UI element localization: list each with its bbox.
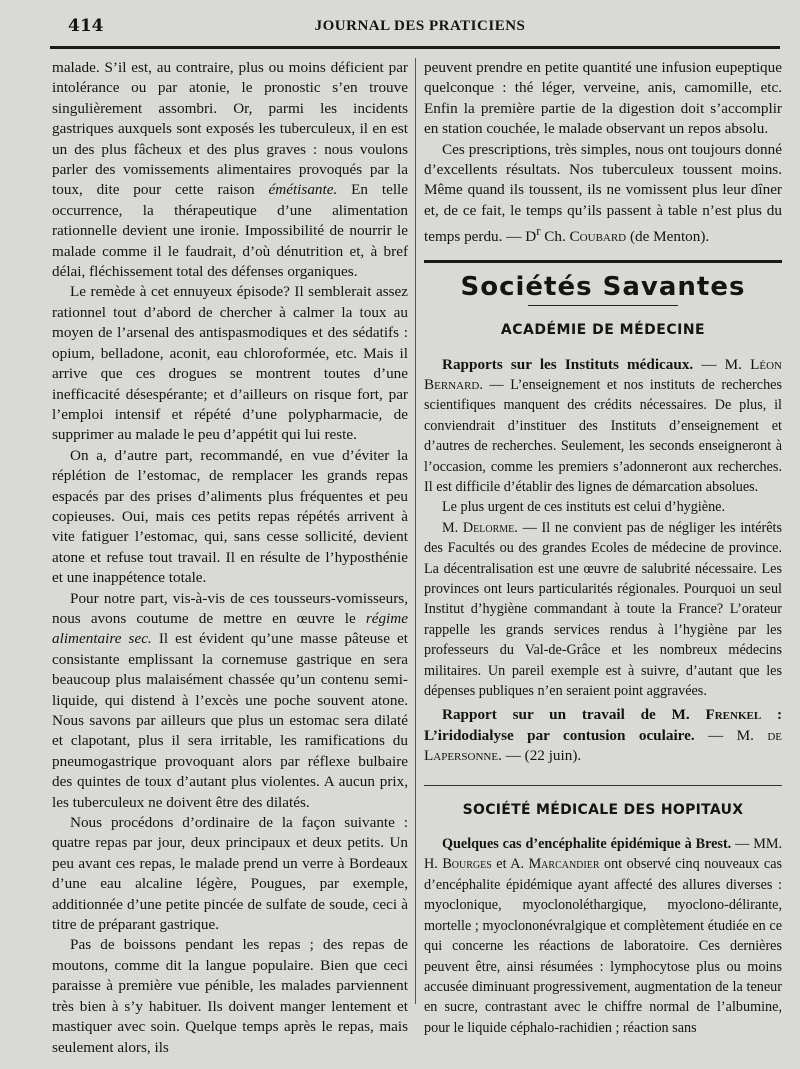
- paragraph: peuvent prendre en petite quantité une infusion eupeptique quelconque : thé léger, verveine, anis, camomille, etc. Enfin la première partie de la digestion doit s’accomplir en station couchée, le malade observant un repos absolu.: [424, 59, 782, 138]
- column-divider: [415, 58, 416, 1004]
- paragraph: Nous procédons d’ordinaire de la façon suivante : quatre repas par jour, deux principaux et deux petits. Un peu avant ces repas, le malade prend un verre à Bordeaux d’une eau alcaline légère, Pougues, par exemple, additionnée d’une petite pincée de sulfate de soude, ceci à titre de préparant gastrique.: [52, 814, 408, 934]
- academie-heading: ACADÉMIE DE MÉDECINE: [500, 322, 706, 339]
- paragraph: Ces prescriptions, très simples, nous ont toujours donné d’excellents résultats. Nos tuberculeux toussent moins. Même quand ils toussent, ils ne vomissent plus leur dîner et, de ce fait, le temps qu’ils passent à table n’est plus du temps perdu. — $D^r$ Ch. Coubard (de Menton).: [424, 140, 782, 246]
- title-underline: [528, 305, 678, 306]
- paragraph: Pour notre part, vis-à-vis de ces tousseurs-vomisseurs, nous avons coutume de mettre en œuvre le régime alimentaire sec. Il est évident qu’une masse pâteuse et consistante emplissant la cornemuse gastrique en sera beaucoup plus malaisément chassée qu’un contenu semi-liquide, qui distend à l’excès une poche souvent atone. Nous savons par ailleurs que plus un estomac sera dilaté et clapotant, plus il sera irritable, les ramifications du pneumogastrique provoquant alors par réflexe bulbaire des quintes de toux d’autant plus violentes. A aucun prix, les tuberculeux ne doivent être des dilatés.: [52, 589, 408, 811]
- running-header: [60, 16, 780, 42]
- page-number: 414: [68, 16, 104, 36]
- societe-heading: SOCIÉTÉ MÉDICALE DES HOPITAUX: [462, 801, 744, 818]
- section-title: Sociétés Savantes: [460, 271, 746, 302]
- left-column: [52, 58, 408, 1058]
- encephalite-item: Quelques cas d’encéphalite épidémique à Brest. — MM. H. Bourges et A. Marcandier ont observé cinq nouveaux cas d’encéphalite épidémique ayant affecté des allures diverses : myoclonique, myoclonoléthargique, myoclono-délirante, mortelle ; myoclononévralgique et complètement étudiée en ce qui concerne les réactions de laboratoire. Ces dernières peuvent être, ainsi résumées : lymphocytose plus ou moins accusée diminuant progressivement, augmentation de la teneur en sucre, contrastant avec le chiffre normal de l’albumine, pour le liquide céphalo-rachidien ; réaction sans: [424, 836, 783, 1036]
- frenkel-item: Rapport sur un travail de M. Frenkel : L’iridodialyse par contusion oculaire. — M. de Lapersonne. — (22 juin).: [424, 706, 783, 765]
- paragraph: Pas de boissons pendant les repas ; des repas de moutons, comme dit la langue populaire. Bien que ceci paraisse à première vue pénible, les malades parviennent très bien à s’y habituer. Ils doivent manger lentement et mastiquer avec soin. Quelque temps après le repas, mais seulement alors, ils: [52, 936, 408, 1056]
- journal-title: JOURNAL DES PRATICIENS: [314, 18, 526, 34]
- paragraph: Le remède à cet ennuyeux épisode? Il semblerait assez rationnel tout d’abord de chercher à calmer la toux au moyen de l’arsenal des antispasmodiques et des sédatifs : opium, belladone, aconit, eau chloroformée, etc. Mais il arrive que ces drogues se montrent toutes d’une inefficacité désespérante; et d’ailleurs on risque fort, par l’emploi intensif et répété d’une polypharmacie, de supprimer au malade le peu d’appétit qui lui reste.: [52, 283, 408, 444]
- right-column: [424, 58, 782, 1038]
- section-rule-thin: [424, 785, 782, 786]
- delorme-item: M. Delorme. — Il ne convient pas de négliger les intérêts des Facultés ou des grandes Ecoles de médecine de province. La décentralisation est une œuvre de salubrité nécessaire. Les provinces ont leurs particularités régionales. Pourquoi un seul Institut d’hygiène commandant à toute la France? L’orateur rappelle les grands services rendus à l’hygiène par les professeurs du Val-de-Grâce et les nombreux médecins militaires. Un pareil exemple est à suivre, d’autant que les dépenses publiques n’en seraient point aggravées.: [424, 519, 782, 700]
- paragraph: malade. S’il est, au contraire, plus ou moins déficient par intolérance ou par atonie, le pronostic s’en trouve singulièrement assombri. Or, parmi les incidents gastriques auxquels sont exposés les tuberculeux, il en est un des plus fâcheux et des plus graves : nous voulons parler des vomissements alimentaires provoqués par la toux, dite pour cette raison émétisante. En telle occurrence, la thérapeutique d’une alimentation rationnelle devient une ironie. Impossibilité de nourrir le malade comme il le faudrait, d’où dénutrition et, à bref délai, fléchissement total des défenses organiques.: [52, 59, 409, 281]
- rapport-item: Rapports sur les Instituts médicaux. — M. Léon Bernard. — L’enseignement et nos instituts de recherches scientifiques manquent des crédits nécessaires. De plus, il conviendrait d’instituer des Instituts d’enseignement et d’autres de recherches. Seulement, les seconds enseigneront à l’occasion, comme les premiers s’adonneront aux recherches. Il est difficile d’établir des lignes de démarcation absolues.: [424, 355, 782, 495]
- section-rule: [424, 260, 782, 263]
- paragraph: On a, d’autre part, recommandé, en vue d’éviter la réplétion de l’estomac, de remplacer les grands repas espacés par des prises d’aliments plus fréquentes et peu copieuses. Oui, mais ces petits repas répétés arrivent à vite fatiguer l’estomac, qui, sans cesse sollicité, devient atone et refuse tout travail. Il en résulte de l’hyposthénie et une inappétence totale.: [52, 446, 408, 587]
- header-rule: [50, 46, 780, 49]
- paragraph: Le plus urgent de ces instituts est celui d’hygiène.: [442, 499, 726, 516]
